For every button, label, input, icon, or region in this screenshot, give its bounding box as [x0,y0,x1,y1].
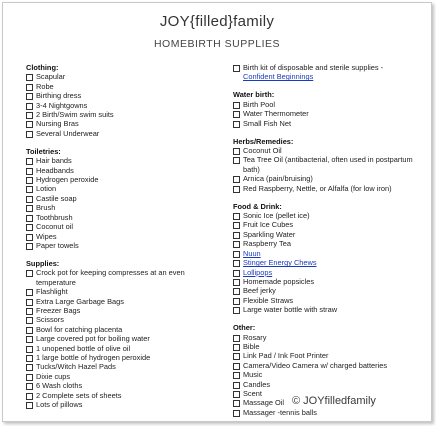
item-label: Scissors [36,315,64,325]
item-label: Lots of pillows [36,400,83,409]
checklist-item [26,287,226,296]
item-label: Birth kit of disposable and sterile supplies - [243,63,384,72]
item-label: Flexible Straws [243,295,294,305]
item-label: Wipes [36,231,57,241]
item-label: Sonic Ice (pellet ice) [243,211,310,221]
checklist-item [233,268,429,277]
checkbox[interactable] [26,355,33,362]
item-label: Red Raspberry, Nettle, or Alfalfa (for low iron) [243,183,392,193]
checklist-item [233,155,429,174]
checkbox[interactable] [233,121,240,128]
checklist-item [233,100,429,109]
checkbox[interactable] [26,215,33,222]
checklist-item [233,146,429,155]
checklist-item [233,174,429,183]
checklist-item [26,232,226,241]
item-label: Beef jerky [243,286,276,296]
item-label: Water Thermometer [243,109,309,119]
checklist-item [233,296,429,305]
checklist-item [26,91,226,100]
checkbox[interactable] [233,222,240,229]
item-label: 1 unopened bottle of olive oil [36,343,131,353]
checkbox[interactable] [26,243,33,250]
checkbox[interactable] [26,74,33,81]
item-label: Toothbrush [36,212,73,222]
checklist-item [233,109,429,118]
item-label: Lotion [36,184,57,194]
item-label: Castile soap [36,193,77,203]
checkbox[interactable] [233,260,240,267]
item-label: Robe [36,81,54,91]
checkbox[interactable] [233,176,240,183]
item-label: Massager -tennis balls [243,407,317,417]
item-label: Coconut Oil [243,146,282,156]
item-label: Link Pad / Ink Foot Printer [243,351,329,361]
item-label: Flashlight [36,287,68,297]
checkbox[interactable] [26,205,33,212]
item-label: Rosary [243,332,267,342]
checklist-item [26,156,226,165]
checkbox[interactable] [233,391,240,398]
checkbox[interactable] [26,186,33,193]
item-label: Bowl for catching placenta [36,324,123,334]
item-label: Extra Large Garbage Bags [36,296,124,306]
checklist-item [233,286,429,295]
checkbox[interactable] [26,308,33,315]
checkbox[interactable] [233,400,240,407]
checkbox[interactable] [26,234,33,241]
checklist-item [26,400,226,409]
section-heading: Food & Drink: [233,201,282,211]
item-label: Dixie cups [36,371,71,381]
item-link[interactable]: Nuun [243,248,261,258]
checkbox[interactable] [26,168,33,175]
checkbox[interactable] [26,84,33,91]
checkbox[interactable] [233,344,240,351]
item-label: Sparkling Water [243,229,296,239]
checklist-item [233,184,429,193]
checklist-item [26,166,226,175]
checklist-item [26,315,226,324]
checkbox[interactable] [26,317,33,324]
checkbox[interactable] [26,158,33,165]
item-label: 2 Complete sets of sheets [36,390,122,400]
checkbox[interactable] [233,148,240,155]
checklist-item [233,380,429,389]
item-label: Freezer Bags [36,305,81,315]
checkbox[interactable] [233,251,240,258]
checkbox[interactable] [233,232,240,239]
section-heading: Herbs/Remedies: [233,136,294,146]
item-label: Birth Pool [243,99,276,109]
checkbox[interactable] [233,241,240,248]
item-label: Hair bands [36,156,72,166]
checkbox[interactable] [26,93,33,100]
item-label: Fruit Ice Cubes [243,220,294,230]
checklist-item [26,203,226,212]
checklist-item [26,325,226,334]
checklist-item [233,277,429,286]
copyright-watermark: © JOYfilledfamily [292,395,376,407]
checklist-item [233,351,429,360]
checklist-item [233,370,429,379]
checkbox[interactable] [233,307,240,314]
checkbox[interactable] [26,196,33,203]
checklist-item [233,220,429,229]
item-label: 1 large bottle of hydrogen peroxide [36,352,151,362]
checkbox[interactable] [233,382,240,389]
checkbox[interactable] [26,224,33,231]
checkbox[interactable] [26,270,33,277]
checkbox[interactable] [233,288,240,295]
item-label: Large water bottle with straw [243,305,338,315]
item-label: Large covered pot for boiling water [36,334,150,344]
checklist-item [26,110,226,119]
checklist-item [26,381,226,390]
document-page [2,2,432,422]
checklist-item [233,239,429,248]
checkbox[interactable] [233,335,240,342]
checklist-item [26,82,226,91]
checklist-item [26,175,226,184]
checklist-item [26,129,226,138]
checkbox[interactable] [26,364,33,371]
checklist-item [26,372,226,381]
checklist-item [26,213,226,222]
checklist-item [26,241,226,250]
checkbox[interactable] [233,186,240,193]
checkbox[interactable] [233,353,240,360]
section-food-drink [233,202,429,315]
checklist-item [233,361,429,370]
page-title: HOMEBIRTH SUPPLIES [153,38,281,50]
item-label: Paper towels [36,240,79,250]
checklist-item [233,342,429,351]
checkbox[interactable] [233,270,240,277]
checklist-item [26,101,226,110]
item-label: Scapular [36,72,66,82]
item-label: 6 Wash cloths [36,381,83,391]
item-label: Tea Tree Oil (antibacterial, often used in postpartum bath) [243,155,413,174]
item-label: Homemade popsicles [243,276,315,286]
checklist-item [26,119,226,128]
checkbox[interactable] [26,112,33,119]
item-label: Massage Oil [243,398,285,408]
item-label: Crock pot for keeping compresses at an even temperature [36,268,185,287]
checklist-item [26,391,226,400]
checkbox[interactable] [233,65,240,72]
section-water-birth [233,90,429,128]
section-toiletries [26,147,226,250]
checkbox[interactable] [233,111,240,118]
checkbox[interactable] [26,346,33,353]
checklist-item [26,353,226,362]
item-label: Bible [243,341,260,351]
checkbox[interactable] [26,103,33,110]
right-column [233,63,429,422]
section-heading: Other: [233,323,256,333]
item-link[interactable]: Stinger Energy Chews [243,258,317,268]
checkbox[interactable] [26,289,33,296]
section-heading: Clothing: [26,63,59,72]
checkbox[interactable] [26,177,33,184]
checklist-item [26,297,226,306]
checklist-item [233,333,429,342]
checkbox[interactable] [233,102,240,109]
section-extra-0 [233,63,429,82]
item-label: Coconut oil [36,222,73,232]
checklist-item [26,72,226,81]
checkbox[interactable] [26,374,33,381]
item-label: Tucks/Witch Hazel Pads [36,362,116,372]
item-label: Nursing Bras [36,119,79,129]
item-label: Small Fish Net [243,118,292,128]
left-column [26,63,226,418]
checklist-item [26,362,226,371]
checklist-item [233,258,429,267]
item-label: Birthing dress [36,91,82,101]
checkbox[interactable] [233,410,240,417]
checklist-item [26,306,226,315]
checkbox[interactable] [26,402,33,409]
checklist-item [233,119,429,128]
checkbox[interactable] [233,363,240,370]
item-label: 2 Birth/Swim swim suits [36,110,114,120]
item-label: Camera/Video Camera w/ charged batteries [243,360,388,370]
checkbox[interactable] [26,327,33,334]
section-heading: Toiletries: [26,146,61,156]
checklist-item [233,249,429,258]
checklist-item [26,184,226,193]
section-heading: Supplies: [26,258,60,268]
checkbox[interactable] [233,157,240,164]
checkbox[interactable] [233,298,240,305]
checklist-item [26,334,226,343]
item-link[interactable]: Confident Beginnings [243,72,314,82]
checklist-item [233,408,429,417]
brand-logo: JOY{filled}family [159,13,275,30]
section-herbs-remedies [233,137,429,193]
item-label: 3-4 Nightgowns [36,100,88,110]
checklist-item [26,344,226,353]
checkbox[interactable] [233,213,240,220]
section-supplies [26,259,226,410]
checkbox[interactable] [233,372,240,379]
item-label: Brush [36,203,56,213]
checklist-item [233,305,429,314]
checkbox[interactable] [26,121,33,128]
checklist-item [26,194,226,203]
section-clothing [26,63,226,138]
item-label: Scent [243,388,262,398]
item-link[interactable]: Lollipops [243,267,273,277]
item-label: Hydrogen peroxide [36,175,99,185]
item-label: Candles [243,379,271,389]
checkbox[interactable] [26,393,33,400]
checklist-item [26,222,226,231]
item-label: Several Underwear [36,128,100,138]
checklist-item [26,268,226,287]
checklist-item [233,63,429,82]
item-label: Music [243,370,263,380]
item-label: Headbands [36,165,74,175]
checkbox[interactable] [26,383,33,390]
item-label: Raspberry Tea [243,239,291,249]
checkbox[interactable] [26,336,33,343]
checklist-item [233,211,429,220]
item-label: Arnica (pain/bruising) [243,174,313,184]
checkbox[interactable] [26,299,33,306]
checkbox[interactable] [26,131,33,138]
checkbox[interactable] [233,279,240,286]
section-heading: Water birth: [233,90,275,100]
checklist-item [233,230,429,239]
